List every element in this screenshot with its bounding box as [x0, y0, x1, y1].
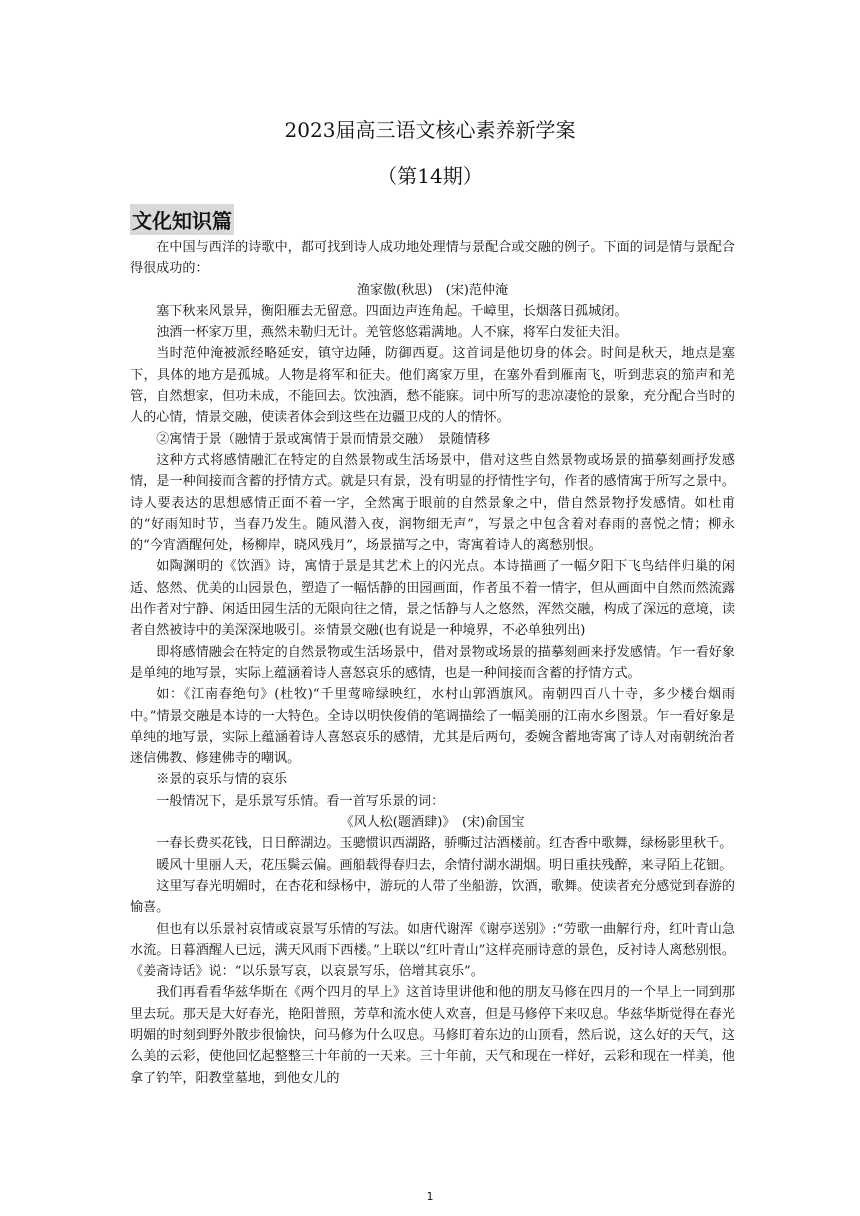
body-text	[130, 237, 735, 1089]
poem-title: 《风人松(题酒肆)》 (宋)俞国宝	[340, 815, 525, 831]
paragraph: 当时范仲淹被派经略延安，镇守边陲，防御西夏。这首词是他切身的体会。时间是秋天，地点是塞下，具体的地方是孤城。人物是将军和征夫。他们离家万里，在塞外看到雁南飞，听到悲哀的笳声和羌管，自然想家，但功未成，不能回去。饮浊酒，愁不能寐。词中所写的悲凉凄怆的景象，充分配合当时的人的心情，情景交融，使读者体会到这些在边疆卫戍的人的情怀。	[130, 346, 735, 426]
paragraph: 我们再看看华兹华斯在《两个四月的早上》这首诗里讲他和他的朋友马修在四月的一个早上一同到那里去玩。那天是大好春光，艳阳普照，芳草和流水使人欢喜，但是马修停下来叹息。华兹华斯觉得在春光明媚的时刻到野外散步很愉快，问马修为什么叹息。马修盯着东边的山顶看，然后说，这么好的天气，这么美的云彩，使他回忆起整整三十年前的一天来。三十年前，天气和现在一样好，云彩和现在一样美，他拿了钓竿，阳教堂墓地，到他女儿的	[130, 985, 735, 1086]
paragraph: 这种方式将感情融汇在特定的自然景物或生活场景中，借对这些自然景物或场景的描摹刻画抒发感情，是一种间接而含蓄的抒情方式。就是只有景，没有明显的抒情性字句，作者的感情寓于所写之景中。诗人要表达的思想感情正面不着一字，全然寓于眼前的自然景象之中，借自然景物抒发感情。如杜甫的“好雨知时节，当春乃发生。随风潜入夜，润物细无声”，写景之中包含着对春雨的喜悦之情；柳永的“今宵酒醒何处，杨柳岸，晓风残月”，场景描写之中，寄寓着诗人的离愁别恨。	[130, 452, 735, 554]
paragraph: 即将感情融会在特定的自然景物或生活场景中，借对景物或场景的描摹刻画来抒发感情。乍一看好象是单纯的地写景，实际上蕴涵着诗人喜怒哀乐的感情，也是一种间接而含蓄的抒情方式。	[130, 644, 735, 681]
page-number: 1	[426, 1190, 434, 1203]
paragraph: 一春长费买花钱，日日醉湖边。玉骢惯识西湖路，骄嘶过沽酒楼前。红杏香中歌舞，绿杨影里秋千。	[156, 836, 733, 852]
paragraph: ②寓情于景（融情于景或寓情于景而情景交融） 景随情移	[156, 431, 491, 447]
paragraph: 如：《江南春绝句》(杜牧)“千里莺啼绿映红，水村山郭酒旗风。南朝四百八十寺，多少楼台烟雨中。”情景交融是本诗的一大特色。全诗以明快俊俏的笔调描绘了一幅美丽的江南水乡图景。乍一看好象是单纯的地写景，实际上蕴涵着诗人喜怒哀乐的感情，尤其是后两句，委婉含蓄地寄寓了诗人对南朝统治者迷信佛教、修建佛寺的嘲讽。	[130, 687, 735, 767]
paragraph: 浊酒一杯家万里，燕然未勒归无计。羌管悠悠霜满地。人不寐，将军白发征夫泪。	[156, 325, 628, 341]
paragraph: ※景的哀乐与情的哀乐	[156, 772, 288, 788]
paragraph: 暖风十里丽人天，花压鬓云偏。画船载得春归去，余情付湖水湖烟。明日重扶残醉，来寻陌上花钿。	[156, 857, 733, 873]
paragraph: 这里写春光明媚时，在杏花和绿杨中，游玩的人带了坐船游，饮酒，歌舞。使读者充分感觉到春游的愉喜。	[130, 878, 735, 916]
paragraph: 在中国与西洋的诗歌中，都可找到诗人成功地处理情与景配合或交融的例子。下面的词是情与景配合得很成功的：	[130, 240, 735, 277]
poem-title: 渔家傲(秋思) (宋)范仲淹	[356, 282, 509, 298]
document-title: 2023届高三语文核心素养新学案	[284, 118, 576, 142]
paragraph: 但也有以乐景衬哀情或哀景写乐情的写法。如唐代谢浑《谢亭送别》:“劳歌一曲解行舟，红叶青山急水流。日暮酒醒人已远，满天风雨下西楼。”上联以“红叶青山”这样亮丽诗意的景色，反衬诗人离愁别恨。《姜斋诗话》说：“以乐景写哀，以哀景写乐，倍增其哀乐”。	[130, 921, 735, 980]
paragraph: 如陶渊明的《饮酒》诗，寓情于景是其艺术上的闪光点。本诗描画了一幅夕阳下飞鸟结伴归巢的闲适、悠然、优美的山园景色，塑造了一幅恬静的田园画面，作者虽不着一情字，但从画面中自然而然流露出作者对宁静、闲适田园生活的无限向往之情，景之恬静与人之悠然，浑然交融，构成了深远的意境，读者自然被诗中的美深深地吸引。※情景交融(也有说是一种境界，不必单独列出)	[130, 559, 735, 639]
issue-number: （第14期）	[377, 164, 483, 188]
paragraph: 一般情况下，是乐景写乐情。看一首写乐景的词：	[156, 793, 445, 809]
section-heading: 文化知识篇	[130, 204, 234, 235]
paragraph: 塞下秋来风景异，衡阳雁去无留意。四面边声连角起。千嶂里，长烟落日孤城闭。	[156, 303, 628, 319]
